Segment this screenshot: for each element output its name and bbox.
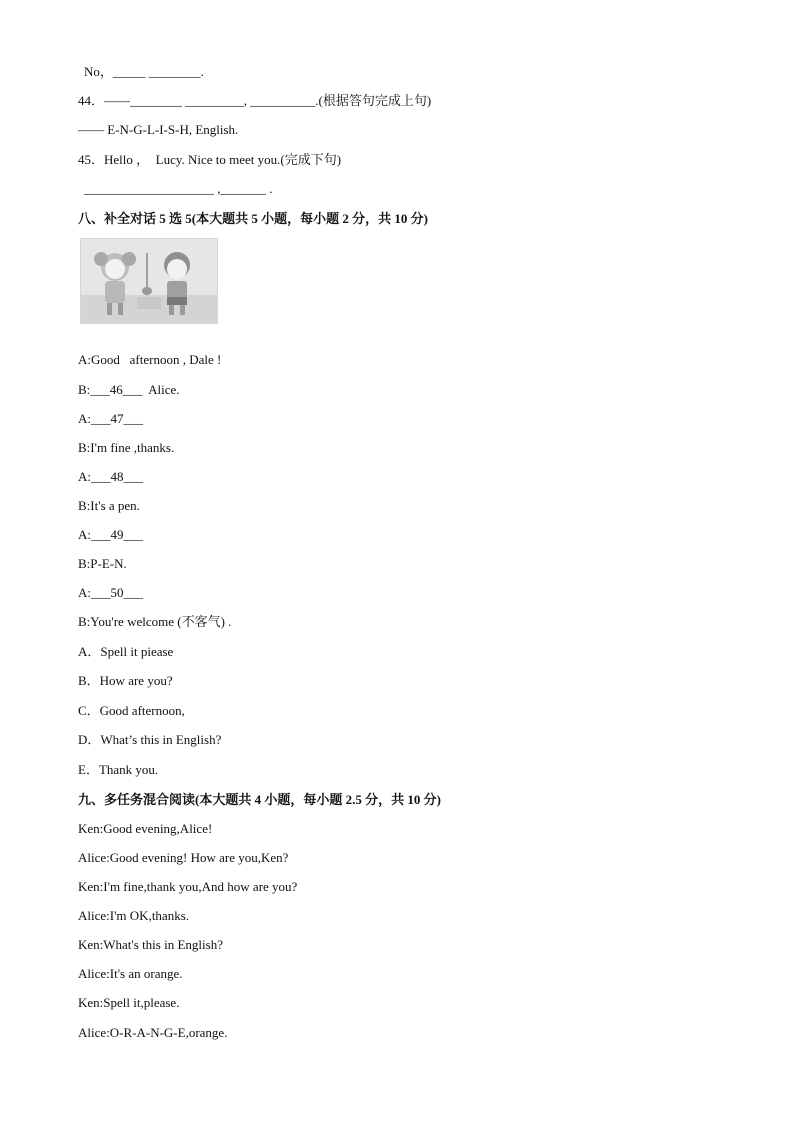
blank-49[interactable]: ___49___ (91, 527, 143, 542)
reading-line: Ken:Spell it,please. (78, 995, 180, 1010)
reading-line: Ken:Good evening,Alice! (78, 821, 213, 836)
reading-line: Alice:Good evening! How are you,Ken? (78, 850, 289, 865)
speaker-label: B: (78, 614, 91, 629)
q44-prompt: 44．——________ _________, __________.(根据答句完成上句) (78, 93, 432, 108)
q45-prompt: 45．Hello ， Lucy. Nice to meet you.(完成下句) (78, 152, 342, 167)
dialogue-line (78, 382, 179, 398)
dialogue-line (78, 411, 143, 427)
reading-line: Alice:I'm OK,thanks. (78, 908, 190, 923)
speaker-label: A: (78, 352, 91, 367)
option-e: E．Thank you. (78, 762, 159, 777)
dialogue-line (78, 440, 174, 456)
dialogue-text: I'm fine ,thanks. (90, 440, 175, 455)
dialogue-illustration (80, 238, 218, 324)
dialogue-line (78, 527, 143, 543)
dialogue-text: P-E-N. (90, 556, 127, 571)
dialogue-line (78, 585, 143, 601)
dialogue-line (78, 352, 221, 368)
dialogue-text: It's a pen. (90, 498, 140, 513)
dialogue-text: You're welcome (不客气) . (90, 614, 232, 629)
dialogue-line (78, 469, 143, 485)
speaker-label: A: (78, 585, 91, 600)
children-cartoon-image (81, 239, 217, 323)
dialogue-line (78, 498, 140, 514)
speaker-label: A: (78, 527, 91, 542)
speaker-label: A: (78, 411, 91, 426)
reading-line: Ken:What's this in English? (78, 937, 223, 952)
option-b: B．How are you? (78, 673, 173, 688)
blank-46[interactable]: ___46___ (90, 382, 143, 397)
dialogue-text: Good afternoon , Dale ! (91, 352, 222, 367)
section9-heading: 九、多任务混合阅读(本大题共 4 小题，每小题 2.5 分，共 10 分) (78, 792, 441, 807)
dialogue-text: Alice. (142, 382, 180, 397)
reading-line: Alice:O-R-A-N-G-E,orange. (78, 1025, 228, 1040)
blank-47[interactable]: ___47___ (91, 411, 143, 426)
section8-heading: 八、补全对话 5 选 5(本大题共 5 小题，每小题 2 分，共 10 分) (78, 211, 428, 226)
speaker-label: B: (78, 498, 91, 513)
speaker-label: B: (78, 382, 91, 397)
dialogue-line (78, 614, 231, 630)
option-d: D．What’s this in English? (78, 732, 222, 747)
option-a: A．Spell it piease (78, 644, 174, 659)
q44-answer: —— E-N-G-L-I-S-H, English. (78, 122, 239, 137)
dialogue-line (78, 556, 127, 572)
blank-48[interactable]: ___48___ (91, 469, 143, 484)
speaker-label: B: (78, 556, 91, 571)
speaker-label: A: (78, 469, 91, 484)
reading-line: Ken:I'm fine,thank you,And how are you? (78, 879, 298, 894)
blank-50[interactable]: ___50___ (91, 585, 143, 600)
reading-line: Alice:It's an orange. (78, 966, 183, 981)
q45-blank: ____________________ ,_______ . (84, 181, 273, 196)
speaker-label: B: (78, 440, 91, 455)
option-c: C．Good afternoon, (78, 703, 185, 718)
q43-answer-line: No，_____ ________. (84, 64, 204, 79)
